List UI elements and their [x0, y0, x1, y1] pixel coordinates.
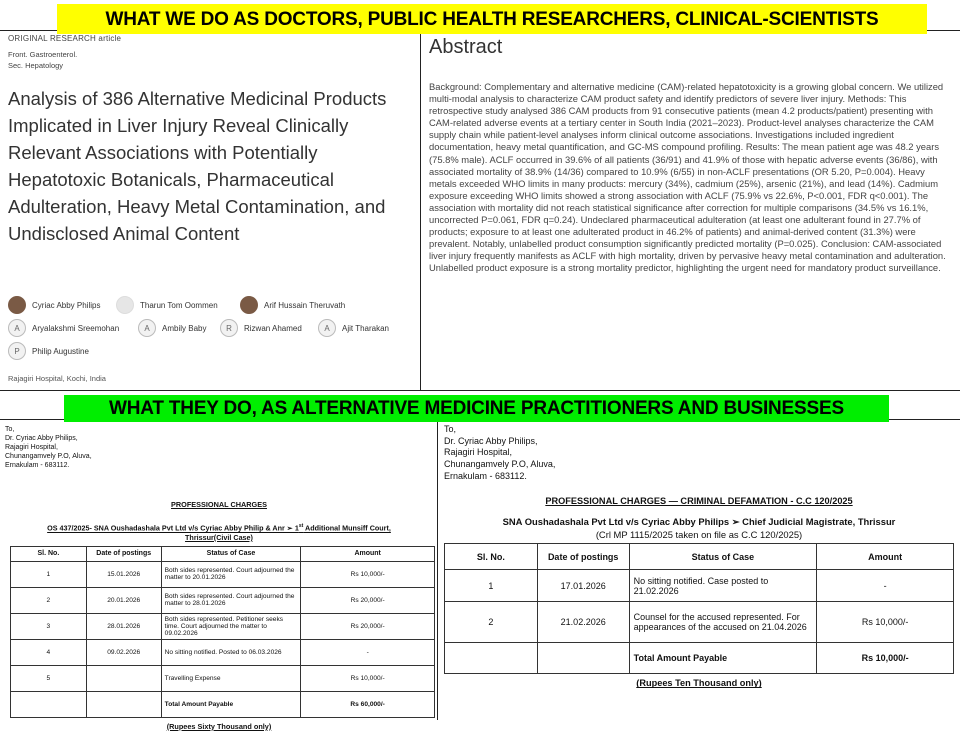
column-header: Status of Case [161, 546, 301, 561]
column-header: Date of postings [537, 544, 629, 570]
cell-status: Counsel for the accused represented. For appearances of the accused on 21.04.2026 [629, 602, 817, 643]
empty-cell [537, 643, 629, 674]
column-header: Amount [817, 544, 954, 570]
total-row [445, 643, 954, 674]
column-header: Status of Case [629, 544, 817, 570]
author-item[interactable] [240, 296, 345, 314]
amount-in-words: (Rupees Ten Thousand only) [636, 678, 762, 689]
address-line: Rajagiri Hospital, [5, 444, 58, 452]
cell-status: No sitting notified. Posted to 06.03.2026 [161, 639, 301, 665]
abstract-body: Background: Complementary and alternative medicine (CAM)-related hepatotoxicity is a growing global concern. We utilized multi-modal analysis to characterize CAM product safety and identify predictors of severe liver injury. Methods: This retrospective study analysed 386 CAM products from 91 consecutive patients (mean 4.2 products/patient) presenting with CAM-related adverse events at a tertiary center in South India (2021–2023). Product-level analyses characterize the CAM supply chain while patient-level analyses inform clinical outcome associations. Investigations included ingredient documentation, heavy metal quantification, and GC-MS compound profiling. Results: The mean patient age was 48.2 years (75.8% male). ACLF occurred in 39.6% of all patients (36/91) and 41.9% of those with hepatic adverse events (36/86), with associated mortality of 38.9% (14/36) compared to 10.9% (6/55) in non-ACLF presentations (OR 5.20, P=0.004). Heavy metals exceeded WHO limits in many products: mercury (34%), cadmium (25%), arsenic (21%), and lead (14%). Cadmium exposure exceeding WHO limits showed a strong association with ACLF (75.9% vs 22.6%, P<0.001, FDR q<0.001). The association with mortality did not reach statistical significance after correction for multiple comparisons (34.5% vs 16.1%, uncorrected P=0.061, FDR q=0.24). Undeclared pharmaceutical adulteration (at least one adulterant found in 27.7% of products; exposure to at least one adulterated product in 46.2% of patients) and animal-derived content (31.3%) were prevalent. Notably, unlabelled product consumption significantly predicted mortality (P=0.025). Conclusion: CAM-associated liver injury frequently manifests as ACLF with high mortality, driven by pervasive heavy metal contamination and adulteration. Unlabelled product exposure is a strong mortality predictor, highlighting the urgent need for mandatory product surveillance. [429, 81, 946, 274]
recipient-address [444, 424, 954, 482]
criminal-case-charges-document [444, 424, 954, 720]
table-row [11, 587, 435, 613]
journal-section: Sec. Hepatology [8, 61, 64, 70]
empty-cell [86, 691, 161, 717]
cell-amount: Rs 10,000/- [301, 665, 435, 691]
top-vertical-divider [420, 30, 421, 390]
address-line: Dr. Cyriac Abby Philips, [444, 435, 538, 446]
total-amount: Rs 10,000/- [817, 643, 954, 674]
table-row [445, 602, 954, 643]
cell-amount: Rs 10,000/- [817, 602, 954, 643]
table-row [11, 639, 435, 665]
author-name: Tharun Tom Oommen [140, 300, 218, 310]
author-item[interactable] [8, 319, 119, 337]
column-header: Sl. No. [11, 546, 87, 561]
case-title-part: Additional Munsiff Court, [303, 523, 391, 533]
total-label: Total Amount Payable [629, 643, 817, 674]
table-row [11, 561, 435, 587]
abstract-section [429, 36, 954, 386]
journal-name: Front. Gastroenterol. [8, 50, 78, 59]
cell-amount: Rs 10,000/- [301, 561, 435, 587]
author-name: Aryalakshmi Sreemohan [32, 323, 120, 333]
column-header: Date of postings [86, 546, 161, 561]
affiliation: Rajagiri Hospital, Kochi, India [8, 374, 106, 383]
recipient-address [5, 425, 433, 470]
paper-header [0, 30, 420, 390]
bottom-banner: WHAT THEY DO, AS ALTERNATIVE MEDICINE PRACTITIONERS AND BUSINESSES [64, 395, 889, 422]
case-court: Thrissur(Civil Case) [185, 532, 253, 542]
table-row [445, 570, 954, 602]
author-avatar-initial: A [8, 319, 26, 337]
cell-amount: - [817, 570, 954, 602]
cell-no: 1 [445, 570, 538, 602]
table-row [11, 665, 435, 691]
author-name: Philip Augustine [32, 346, 89, 356]
total-row [11, 691, 435, 717]
author-item[interactable] [8, 296, 100, 314]
cell-status: No sitting notified. Case posted to 21.02.2026 [629, 570, 817, 602]
total-label: Total Amount Payable [161, 691, 301, 717]
address-line: Rajagiri Hospital, [444, 447, 513, 458]
address-line: Chunangamvely P.O, Aluva, [5, 453, 92, 461]
author-avatar-initial: P [8, 342, 26, 360]
column-header: Amount [301, 546, 435, 561]
case-title-part: OS 437/2025- SNA Oushadashala Pvt Ltd v/s Cyriac Abby Philip & Anr ➢ 1 [47, 523, 299, 533]
case-title [5, 523, 433, 532]
author-item[interactable] [318, 319, 389, 337]
cell-date: 15.01.2026 [86, 561, 161, 587]
cell-no: 2 [11, 587, 87, 613]
paper-title: Analysis of 386 Alternative Medicinal Products Implicated in Liver Injury Reveal Clinically Relevant Associations with Potentially Hepatotoxic Botanicals, Pharmaceutical Adulteration, Heavy Metal Contamination, and Undisclosed Animal Content [8, 88, 387, 244]
amount-in-words: (Rupees Sixty Thousand only) [166, 721, 272, 731]
table-header-row [11, 546, 435, 561]
case-title: SNA Oushadashala Pvt Ltd v/s Cyriac Abby Philips ➢ Chief Judicial Magistrate, Thrissur [502, 516, 896, 528]
cell-amount: Rs 20,000/- [301, 613, 435, 639]
bottom-vertical-divider [437, 419, 438, 720]
table-row [11, 613, 435, 639]
cell-no: 5 [11, 665, 87, 691]
charges-table [10, 546, 435, 718]
author-avatar-placeholder [116, 296, 134, 314]
article-type: ORIGINAL RESEARCH article [8, 34, 122, 43]
middle-border-top [0, 390, 960, 391]
cell-date [86, 665, 161, 691]
case-subtitle: (Crl MP 1115/2025 taken on file as C.C 120/2025) [595, 529, 803, 541]
author-name: Arif Hussain Theruvath [264, 300, 346, 310]
author-item[interactable] [138, 319, 206, 337]
author-name: Ajit Tharakan [342, 323, 389, 333]
author-avatar-photo [8, 296, 26, 314]
top-banner: WHAT WE DO AS DOCTORS, PUBLIC HEALTH RESEARCHERS, CLINICAL-SCIENTISTS [57, 4, 927, 34]
address-line: Dr. Cyriac Abby Philips, [5, 435, 78, 443]
total-amount: Rs 60,000/- [301, 691, 435, 717]
cell-date: 21.02.2026 [537, 602, 629, 643]
charges-title: PROFESSIONAL CHARGES [171, 500, 267, 510]
author-item[interactable] [220, 319, 302, 337]
column-header: Sl. No. [445, 544, 538, 570]
cell-no: 3 [11, 613, 87, 639]
address-line: To, [444, 424, 457, 434]
charges-title: PROFESSIONAL CHARGES — CRIMINAL DEFAMATION - C.C 120/2025 [545, 496, 853, 507]
charges-table [444, 543, 954, 674]
author-name: Rizwan Ahamed [244, 323, 302, 333]
author-avatar-initial: A [138, 319, 156, 337]
cell-no: 1 [11, 561, 87, 587]
cell-status: Both sides represented. Court adjourned the matter to 20.01.2026 [161, 561, 301, 587]
cell-status: Both sides represented. Court adjourned the matter to 28.01.2026 [161, 587, 301, 613]
case-title-superscript: st [298, 523, 304, 530]
cell-date: 09.02.2026 [86, 639, 161, 665]
empty-cell [445, 643, 538, 674]
cell-amount: Rs 20,000/- [301, 587, 435, 613]
cell-amount: - [301, 639, 435, 665]
address-line: To, [5, 426, 15, 433]
address-line: Ernakulam - 683112. [444, 470, 527, 481]
cell-date: 20.01.2026 [86, 587, 161, 613]
author-avatar-initial: R [220, 319, 238, 337]
cell-date: 28.01.2026 [86, 613, 161, 639]
author-item[interactable] [8, 342, 89, 360]
address-line: Chunangamvely P.O, Aluva, [444, 459, 556, 470]
author-item[interactable] [116, 296, 218, 314]
author-name: Ambily Baby [162, 323, 207, 333]
author-avatar-initial: A [318, 319, 336, 337]
table-header-row [445, 544, 954, 570]
address-line: Ernakulam - 683112. [5, 462, 70, 470]
cell-status: Travelling Expense [161, 665, 301, 691]
abstract-heading: Abstract [429, 36, 503, 58]
author-name: Cyriac Abby Philips [32, 300, 101, 310]
author-avatar-photo [240, 296, 258, 314]
cell-date: 17.01.2026 [537, 570, 629, 602]
civil-case-charges-document [5, 424, 433, 731]
cell-no: 2 [445, 602, 538, 643]
empty-cell [11, 691, 87, 717]
cell-no: 4 [11, 639, 87, 665]
cell-status: Both sides represented. Petitioner seeks time. Court adjourned the matter to 09.02.2026 [161, 613, 301, 639]
